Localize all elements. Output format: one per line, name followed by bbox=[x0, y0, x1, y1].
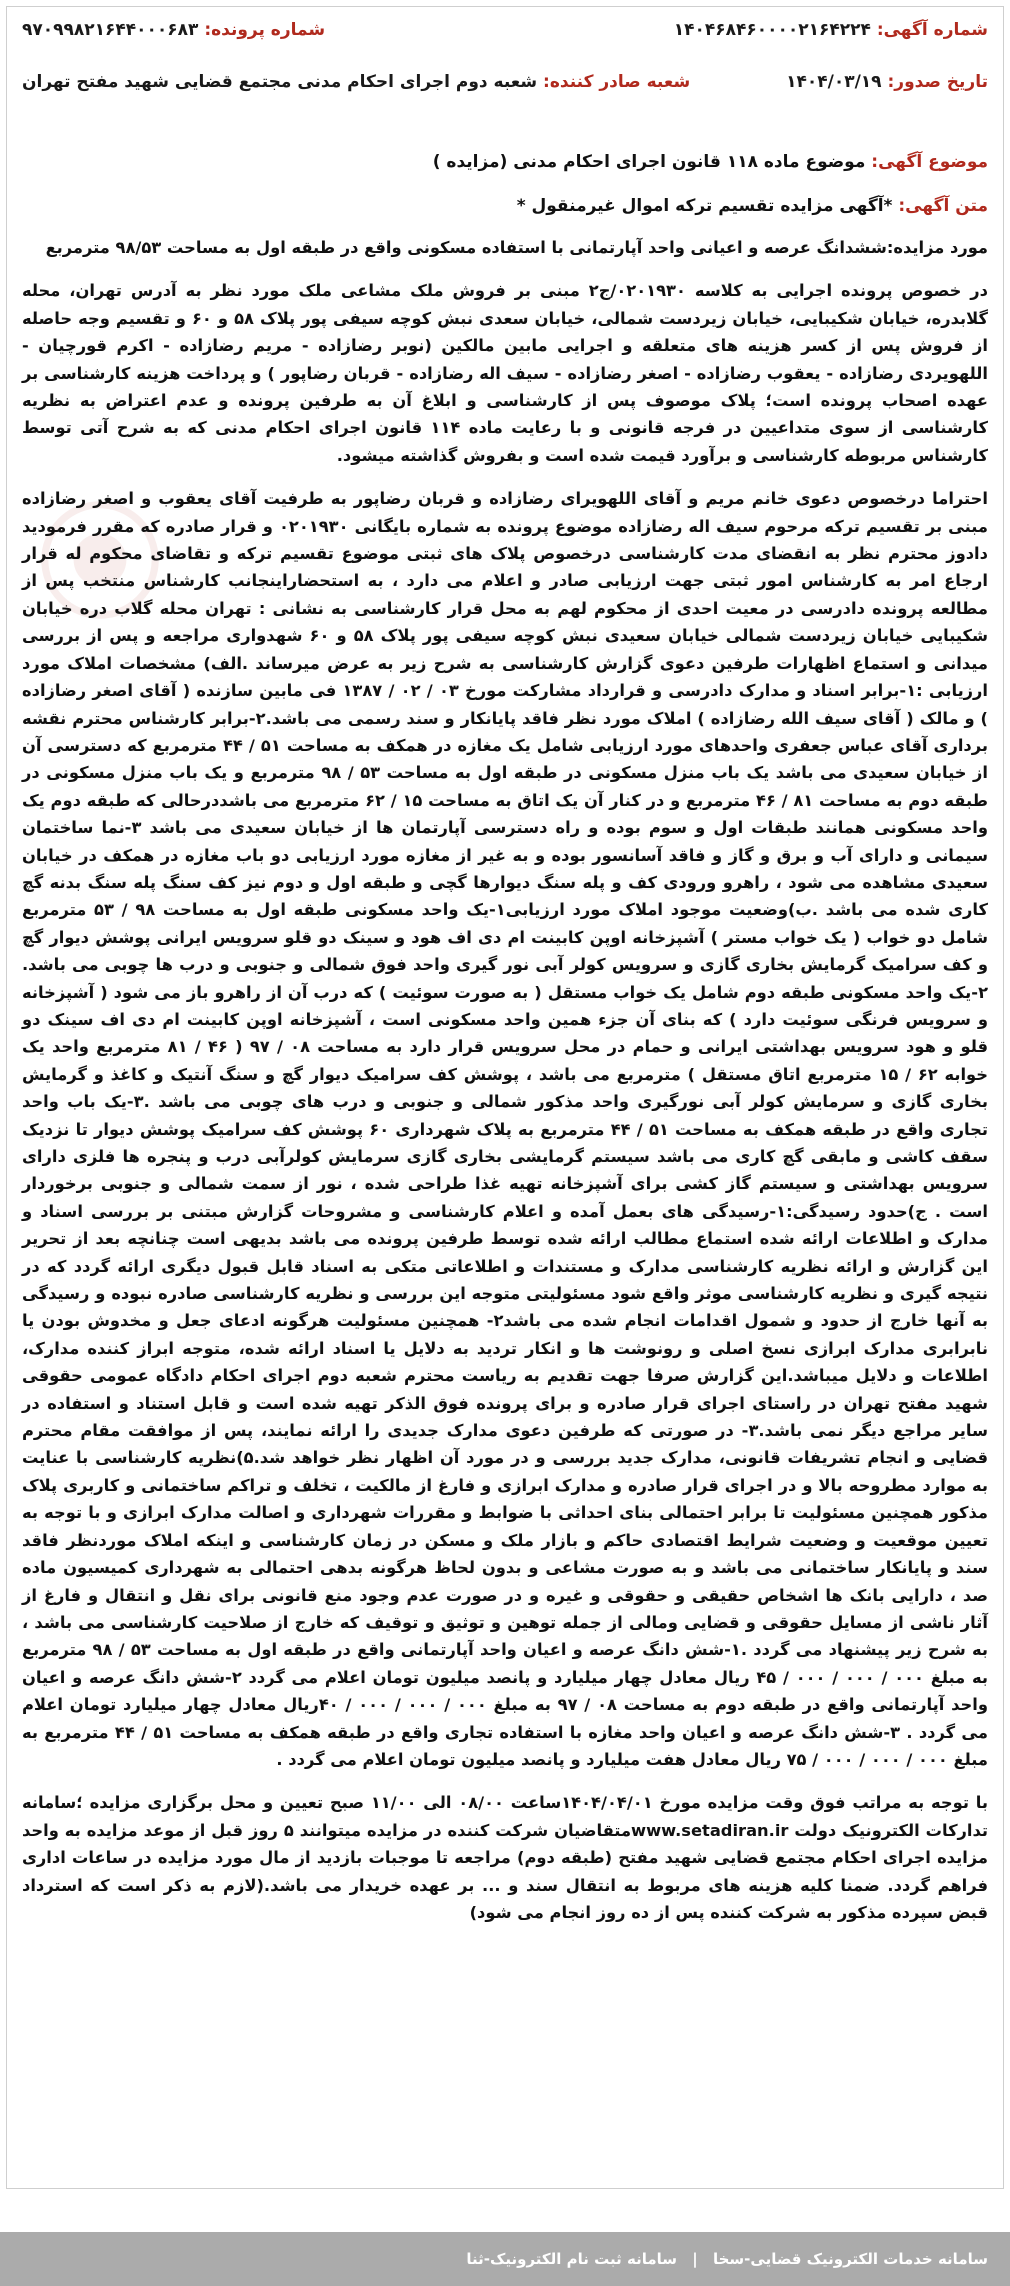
issuing-branch-value: شعبه دوم اجرای احکام مدنی مجتمع قضایی شهید مفتح تهران bbox=[22, 72, 538, 92]
ad-number-value: ۱۴۰۴۶۸۴۶۰۰۰۰۲۱۶۴۲۲۴ bbox=[673, 20, 871, 40]
ad-number: شماره آگهی: ۱۴۰۴۶۸۴۶۰۰۰۰۲۱۶۴۲۲۴ bbox=[673, 20, 988, 40]
subject-value: موضوع ماده ۱۱۸ قانون اجرای احکام مدنی (مزایده ) bbox=[432, 152, 866, 172]
body-paragraph-4: با توجه به مراتب فوق وقت مزایده مورخ ۱۴۰۴/۰۴/۰۱ساعت ۰۸/۰۰ الی ۱۱/۰۰ صبح تعیین و محل برگزاری مزایده ؛سامانه تدارکات الکترونیک دولت www.setadiran.irمتقاضیان شرکت کننده در مزایده میتوانند ۵ روز قبل از موعد مزایده به واحد مزایده اجرای احکام مجتمع قضایی شهید مفتح (طبقه دوم) مراجعه تا موجبات بازدید از مال مورد مزایده در ساعات اداری فراهم گردد. ضمنا کلیه هزینه های مربوط به انتقال سند و ... بر عهده خریدار می باشد.(لازم به ذکر است که استرداد قبض سپرده مذکور به شرکت کننده پس از ده روز انجام می شود) bbox=[22, 1793, 989, 1922]
header-row-1 bbox=[22, 20, 988, 72]
footer-separator: | bbox=[692, 2250, 698, 2268]
issue-date-value: ۱۴۰۴/۰۳/۱۹ bbox=[786, 72, 882, 92]
notice-body bbox=[22, 234, 988, 1926]
body-paragraph-1: مورد مزایده:ششدانگ عرصه و اعیانی واحد آپارتمانی با استفاده مسکونی واقع در طبقه اول به مساحت ۹۸/۵۳ مترمربع bbox=[45, 238, 988, 257]
case-number-value: ۹۷۰۹۹۸۲۱۶۴۴۰۰۰۶۸۳ bbox=[22, 20, 199, 40]
ad-text-title-line: متن آگهی: *آگهی مزایده تقسیم ترکه اموال غیرمنقول * bbox=[516, 196, 988, 216]
footer-bar bbox=[0, 2232, 1010, 2286]
header-row-2 bbox=[22, 72, 988, 124]
issuing-branch: شعبه صادر کننده: شعبه دوم اجرای احکام مدنی مجتمع قضایی شهید مفتح تهران bbox=[22, 72, 691, 92]
footer-link-sana[interactable]: سامانه ثبت نام الکترونیک-ثنا bbox=[466, 2250, 678, 2268]
subject-line: موضوع آگهی: موضوع ماده ۱۱۸ قانون اجرای احکام مدنی (مزایده ) bbox=[432, 152, 988, 172]
footer-link-sakha[interactable]: سامانه خدمات الکترونیک قضایی-سخا bbox=[712, 2250, 988, 2268]
notice-content bbox=[22, 20, 988, 1942]
body-paragraph-2: در خصوص پرونده اجرایی به کلاسه ۰۲۰۱۹۳۰/ج۲ مبنی بر فروش ملک مشاعی ملک مورد نظر به آدرس تهران، محله گلابدره، خیابان شکیبایی، خیابان زیردست شمالی، خیابان سعدی نبش کوچه سیفی پور پلاک ۵۸ و ۶۰ و تقسیم وجه حاصله از فروش پس از کسر هزینه های متعلقه و اجرایی مابین مالکین (نوبر رضازاده - مریم رضازاده - اکرم قورچیان - اللهویردی رضازاده - یعقوب رضازاده - اصغر رضازاده - سیف اله رضازاده - قربان رضاپور ) و پرداخت هزینه کارشناسی بر عهده اصحاب پرونده است؛ پلاک موصوف پس از کارشناسی و ابلاغ آن به طرفین پرونده و عدم اعتراض به نظریه کارشناسی از سوی متداعیین در فرجه قانونی و با رعایت ماده ۱۱۴ قانون اجرای احکام مدنی که به شرح آتی توسط کارشناس مربوطه کارشناسی و برآورد قیمت شده است و بفروش گذاشته میشود. bbox=[22, 281, 988, 465]
case-number: شماره پرونده: ۹۷۰۹۹۸۲۱۶۴۴۰۰۰۶۸۳ bbox=[22, 20, 326, 40]
body-paragraph-3: احتراما درخصوص دعوی خانم مریم و آقای اللهویرای رضازاده و قربان رضاپور به طرفیت آقای یعقوب و اصغر رضازاده مبنی بر تقسیم ترکه مرحوم سیف اله رضازاده موضوع پرونده به شماره بایگانی ۰۲۰۱۹۳۰ و قرار صادره که مقرر فرمودید دادوز محترم نظر به انقضای مدت کارشناسی درخصوص پلاک های ثبتی موضوع تقسیم ترکه و تقاضای محکوم له قرار ارجاع امر به کارشناس امور ثبتی جهت ارزیابی صادر و اعلام می دارد ، به استحضاراینجانب کارشناس منتخب پس از مطالعه پرونده دادرسی در معیت احدی از محکوم لهم به محل قرار کارشناسی به نشانی : تهران محله گلاب دره خیابان شکیبایی خیابان زیردست شمالی خیابان سعیدی نبش کوچه سیفی پور پلاک ۵۸ و ۶۰ شهدواری مراجعه و پس از بررسی میدانی و استماع اظهارات طرفین دعوی گزارش کارشناسی به شرح زیر به عرض میرساند .الف) مشخصات املاک مورد ارزیابی :۱-برابر اسناد و مدارک دادرسی و قرارداد مشارکت مورخ ۰۳ / ۰۲ / ۱۳۸۷ فی مابین سازنده ( آقای اصغر رضازاده ) و مالک ( آقای سیف الله رضازاده ) املاک مورد نظر فاقد پایانکار و سند رسمی می باشد.۲-برابر کارشناس محترم نقشه برداری آقای عباس جعفری واحدهای مورد ارزیابی شامل یک مغازه در همکف به مساحت ۵۱ / ۴۴ مترمربع که دسترسی آن از خیابان سعیدی می باشد یک باب منزل مسکونی در طبقه اول به مساحت ۵۳ / ۹۸ مترمربع و یک باب منزل مسکونی در طبقه دوم به مساحت ۸۱ / ۴۶ مترمربع و در کنار آن یک اتاق به مساحت ۱۵ / ۶۲ مترمربع می باشددرحالی که طبقه دوم یک واحد مسکونی همانند طبقات اول و سوم بوده و راه دسترسی آپارتمان ها از خیابان سعیدی می باشد ۳-نما ساختمان سیمانی و دارای آب و برق و گاز و فاقد آسانسور بوده و به غیر از مغازه مورد ارزیابی دو باب مغازه در همکف در خیابان سعیدی مشاهده می شود ، راهرو ورودی کف و پله سنگ دیوارها گچی و طبقه اول و دوم نیز کف سنگ پله سنگ بدنه گچ کاری شده می باشد .ب)وضعیت موجود املاک مورد ارزیابی۱-یک واحد مسکونی طبقه اول به مساحت ۹۸ / ۵۳ مترمربع شامل دو خواب ( یک خواب مستر ) آشپزخانه اوپن کابینت ام دی اف هود و سینک دو قلو سرویس ایرانی پوشش دیوار گچ و کف سرامیک گرمایش بخاری گازی و سرویس کولر آبی نور گیری واحد فوق شمالی و جنوبی و درب ها چوبی می باشد. ۲-یک واحد مسکونی طبقه دوم شامل یک خواب مستقل ( به صورت سوئیت ) که درب آن از راهرو باز می شود ( آشپزخانه و سرویس فرنگی سوئیت دارد ) که بنای آن جزء همین واحد مسکونی است ، آشپزخانه اوپن کابینت ام دی اف سینک دو قلو و هود سرویس بهداشتی ایرانی و حمام در محل سرویس قرار دارد به مساحت ۰۸ / ۹۷ ( ۴۶ / ۸۱ مترمربع واحد یک خوابه ۶۲ / ۱۵ مترمربع اتاق مستقل ) مترمربع می باشد ، پوشش کف سرامیک دیوار گچ و سنگ آنتیک و کاغذ و گرمایش بخاری گازی و سرمایش کولر آبی نورگیری واحد مذکور شمالی و جنوبی و درب های چوبی می باشد .۳-یک باب واحد تجاری واقع در طبقه همکف به مساحت ۵۱ / ۴۴ مترمربع به پلاک شهرداری ۶۰ پوشش کف سرامیک پوشش دیوار تا نزدیک سقف کاشی و مابقی گچ کاری می باشد سیستم گرمایشی بخاری گازی سرمایش کولرآبی درب و پنجره ها فلزی دارای سرویس بهداشتی و سیستم گاز کشی برای آشپزخانه تهیه غذا طراحی شده ، نور از سمت شمالی و جنوبی برخوردار است . ج)حدود رسیدگی:۱-رسیدگی های بعمل آمده و اعلام کارشناسی و مشروحات گزارش مبتنی بر بررسی اسناد و مدارک و اطلاعات ارائه شده استماع مطالب ارائه شده توسط طرفین پرونده می باشد بدیهی است چنانچه بعد از تحریر این گزارش و ارائه نظریه کارشناسی مدارک و مستندات و اطلاعاتی متکی به اسناد قابل قبول دیگری ارائه گردد که در نتیجه گیری و نظریه کارشناسی موثر واقع شود مسئولیتی متوجه این بررسی و نظریه کارشناسی صادره نبوده و رسیدگی به آنها خارج از حدود و شمول اقدامات انجام شده می باشد۲- همچنین مسئولیت هرگونه ادعای جعل و مخدوش بودن یا نابرابری مدارک ابرازی نسخ اصلی و رونوشت ها و انکار تردید به دلایل یا اسناد ارائه شده، متوجه ابراز کننده مدارک، اطلاعات و دلایل میباشد.این گزارش صرفا جهت تقدیم به ریاست محترم شعبه دوم اجرای احکام دادگاه عمومی حقوقی شهید مفتح تهران در راستای اجرای قرار صادره و برای پرونده فوق الذکر تهیه شده است و قابل استناد و استفاده در سایر مراجع دیگر نمی باشد.۳- در صورتی که طرفین دعوی مدارک جدیدی را ارائه نمایند، پس از موافقت مقام محترم قضایی و انجام تشریفات قانونی، مدارک جدید بررسی و در مورد آن اظهار نظر خواهد شد.۵)نظریه کارشناسی با عنایت به موارد مطروحه بالا و در اجرای قرار صادره و مدارک ابرازی و فارغ از مالکیت ، تخلف و تراکم ساختمانی و کاربری پلاک مذکور همچنین مسئولیت تا برابر احتمالی بنای احداثی با ضوابط و مقررات شهرداری و اصالت مدارک ابرازی و با توجه به تعیین موقعیت و وضعیت شرایط اقتصادی حاکم و بازار ملک و مسکن در زمان کارشناسی و اینکه املاک موردنظر فاقد سند و پایانکار ساختمانی می باشد و به صورت مشاعی و بدون لحاظ هرگونه بدهی احتمالی به شهرداری کمیسیون ماده صد ، دارایی بانک ها اشخاص حقیقی و حقوقی و غیره و در صورت عدم وجود منع قانونی برای نقل و انتقال و فارغ از آثار ناشی از مسایل حقوقی و قضایی ومالی از جمله توهین و توثیق و توقیف که خارج از صلاحیت کارشناسی می باشد ، به شرح زیر پیشنهاد می گردد .۱-شش دانگ عرصه و اعیان واحد آپارتمانی واقع در طبقه اول به مساحت ۵۳ / ۹۸ مترمربع به مبلغ ۰۰۰ / ۰۰۰ / ۰۰۰ / ۴۵ ریال معادل چهار میلیارد و پانصد میلیون تومان اعلام می گردد ۲-شش دانگ عرصه و اعیان واحد آپارتمانی واقع در طبقه دوم به مساحت ۰۸ / ۹۷ به مبلغ ۰۰۰ / ۰۰۰ / ۰۰۰ / ۴۰ریال معادل چهار میلیارد تومان اعلام می گردد . ۳-شش دانگ عرصه و اعیان واحد مغازه با استفاده تجاری واقع در طبقه همکف به مساحت ۵۱ / ۴۴ مترمربع به مبلغ ۰۰۰ / ۰۰۰ / ۰۰۰ / ۷۵ ریال معادل هفت میلیارد و پانصد میلیون تومان اعلام می گردد . bbox=[22, 489, 989, 1769]
issue-date: تاریخ صدور: ۱۴۰۴/۰۳/۱۹ bbox=[786, 72, 988, 92]
ad-title: *آگهی مزایده تقسیم ترکه اموال غیرمنقول * bbox=[516, 196, 893, 216]
